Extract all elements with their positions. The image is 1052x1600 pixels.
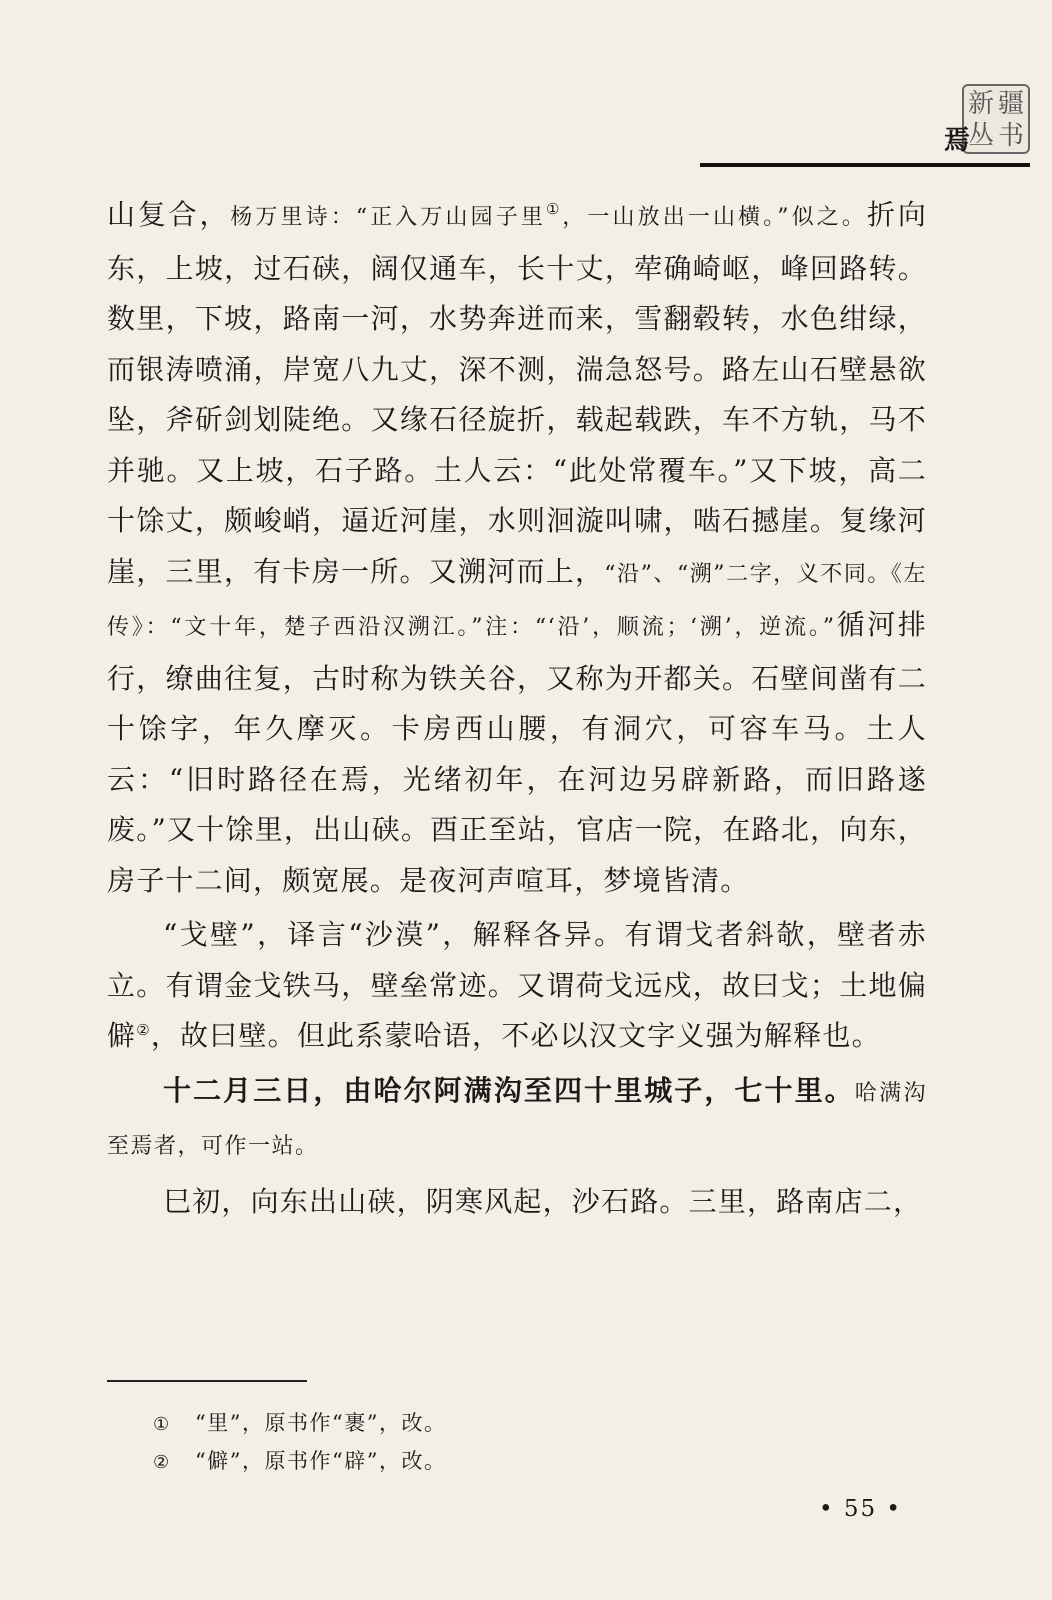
footnote-number: ② — [153, 1452, 171, 1473]
inline-note: ，一山放出一山横。”似之。 — [562, 205, 867, 230]
series-seal-logo — [962, 84, 1030, 154]
footnote-rule — [107, 1380, 307, 1382]
body-text: 折向东，上坡，过石硖，阔仅通车，长十丈，荦确崎岖，峰回路转。数里，下坡，路南一河，水势奔迸而来，雪翻毂转，水色绀绿，而银涛喷涌，岸宽八九丈，深不测，湍急怒号。路左山石壁悬欲坠，斧斫剑划陡绝。又缘石径旋折，载起载跌，车不方轨，马不并驰。又上坡，石子路。土人云：“此处常覆车。”又下坡，高二十馀丈，颇峻峭，逼近河崖，水则洄漩叫啸，啮石撼崖。复缘河崖，三里，有卡房一所。又溯河而上， — [107, 198, 928, 588]
body-text: 巳初，向东出山硖，阴寒风起，沙石路。三里，路南店二， — [163, 1184, 923, 1218]
footnotes — [153, 1405, 753, 1481]
footnote-2 — [153, 1443, 753, 1481]
footnote-ref-1[interactable]: ① — [546, 200, 563, 218]
footnote-text: “里”，原书作“裹”，改。 — [195, 1411, 447, 1435]
paragraph-1 — [107, 190, 927, 906]
seal-char: 书 — [997, 121, 1024, 151]
footnote-number: ① — [153, 1414, 171, 1435]
main-text — [107, 190, 927, 1227]
body-text: ，故曰壁。但此系蒙哈语，不必以汉文字义强为解释也。 — [150, 1019, 881, 1052]
inline-note: 杨万里诗：“正入万山园子里 — [230, 205, 546, 230]
body-text: “戈壁”，译言“沙漠”，解释各异。有谓戈者斜欹，壁者赤立。有谓金戈铁马，壁垒常迹。又谓荷戈远戍，故曰戈；土地偏僻 — [107, 918, 927, 1052]
inline-note: “沿”、“溯”二字，义不同。《左传》：“文十年，楚子西沿汉溯江。”注：“‘沿’，顺流；‘溯’，逆流。” — [107, 561, 927, 640]
inline-note: 哈满沟至焉者，可作一站。 — [107, 1080, 927, 1159]
seal-char: 新 — [967, 89, 994, 119]
page-number: • 55 • — [818, 1496, 902, 1522]
footnote-text: “僻”，原书作“辟”，改。 — [195, 1449, 447, 1473]
paragraph-4 — [107, 1177, 927, 1228]
seal-char: 丛 — [967, 121, 994, 151]
diary-entry-heading: 十二月三日，由哈尔阿满沟至四十里城子，七十里。 — [163, 1073, 855, 1107]
seal-char: 疆 — [997, 89, 1024, 119]
footnote-ref-2[interactable]: ② — [136, 1021, 151, 1039]
body-text: 循河排行，缭曲往复，古时称为铁关谷，又称为开都关。石壁间凿有二十馀字，年久摩灭。卡房西山腰，有洞穴，可容车马。土人云：“旧时路径在焉，光绪初年，在河边另辟新路，而旧路遂废。”又十馀里，出山硖。酉正至站，官店一院，在路北，向东，房子十二间，颇宽展。是夜河声喧耳，梦境皆清。 — [107, 608, 927, 897]
paragraph-2 — [107, 910, 927, 1062]
footnote-1 — [153, 1405, 753, 1443]
running-header-title: 焉 — [943, 126, 972, 156]
body-text: 山复合， — [107, 198, 231, 231]
header-rule — [700, 163, 1030, 167]
paragraph-3-date-heading — [107, 1066, 927, 1173]
